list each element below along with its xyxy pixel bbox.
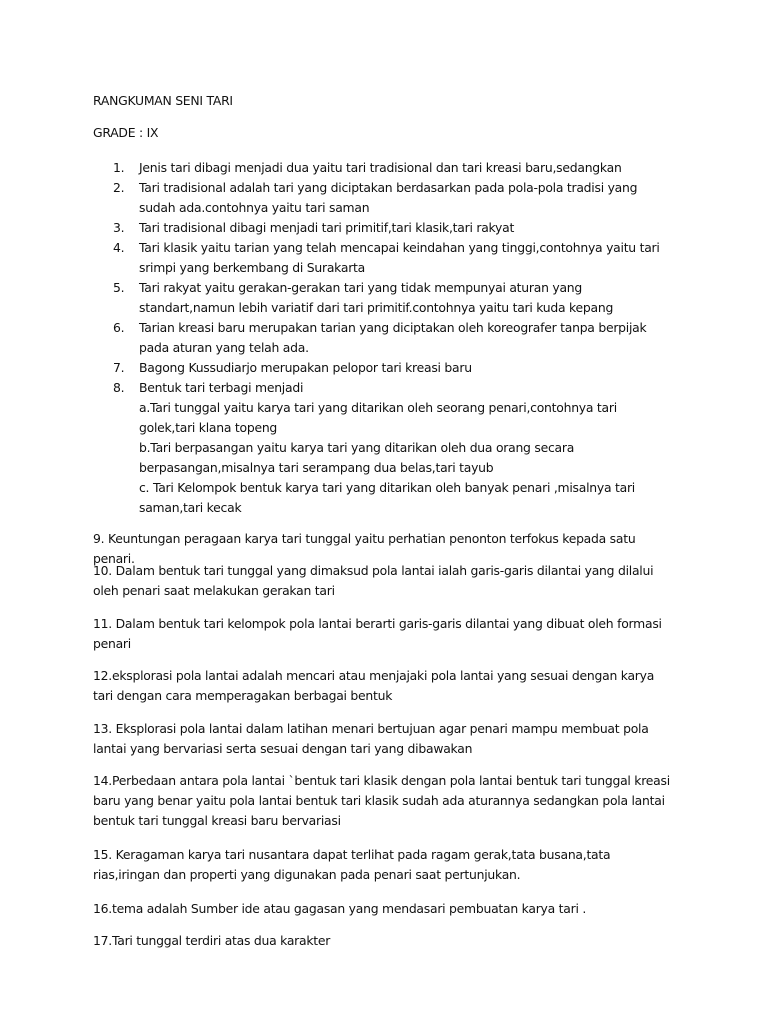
list-item: [0, 218, 669, 238]
list-item-text: Bentuk tari terbagi menjadi: [139, 380, 304, 395]
list-item: [0, 238, 669, 278]
numbered-list: [0, 158, 768, 518]
paragraph-12: 12.eksplorasi pola lantai adalah mencari atau menjajaki pola lantai yang sesuai dengan karya tari dengan cara memperagakan berbagai bentuk: [93, 668, 655, 703]
list-item: [0, 158, 669, 178]
list-item: [0, 178, 669, 218]
sub-item-c: c. Tari Kelompok bentuk karya tari yang ditarikan oleh banyak penari ,misalnya tari saman,tari kecak: [139, 480, 635, 515]
paragraph-13: 13. Eksplorasi pola lantai dalam latihan menari bertujuan agar penari mampu membuat pola lantai yang bervariasi serta sesuai dengan tari yang dibawakan: [93, 721, 649, 756]
list-number: 3.: [113, 220, 125, 235]
list-item-text: Tari tradisional adalah tari yang diciptakan berdasarkan pada pola-pola tradisi yang sudah ada.contohnya yaitu tari saman: [139, 180, 638, 215]
list-number: 1.: [113, 160, 125, 175]
paragraph-14: 14.Perbedaan antara pola lantai `bentuk tari klasik dengan pola lantai bentuk tari tunggal kreasi baru yang benar yaitu pola lantai bentuk tari klasik sudah ada aturannya sedangkan pola lantai bentuk tari tunggal kreasi baru bervariasi: [93, 773, 670, 828]
sub-item-a: a.Tari tunggal yaitu karya tari yang ditarikan oleh seorang penari,contohnya tari golek,tari klana topeng: [139, 400, 617, 435]
paragraph-9: 9. Keuntungan peragaan karya tari tunggal yaitu perhatian penonton terfokus kepada satu penari.: [93, 531, 636, 566]
list-item-text: Tari rakyat yaitu gerakan-gerakan tari yang tidak mempunyai aturan yang standart,namun lebih variatif dari tari primitif.contohnya yaitu tari kuda kepang: [139, 280, 614, 315]
paragraph-10: 10. Dalam bentuk tari tunggal yang dimaksud pola lantai ialah garis-garis dilantai yang dilalui oleh penari saat melakukan gerakan tari: [93, 563, 654, 598]
paragraph-17: 17.Tari tunggal terdiri atas dua karakter: [93, 933, 331, 948]
list-item-text: Jenis tari dibagi menjadi dua yaitu tari tradisional dan tari kreasi baru,sedangkan: [139, 160, 622, 175]
list-item-text: Tari klasik yaitu tarian yang telah mencapai keindahan yang tinggi,contohnya yaitu tari srimpi yang berkembang di Surakarta: [139, 240, 660, 275]
list-item: [0, 278, 669, 318]
paragraph-16: 16.tema adalah Sumber ide atau gagasan yang mendasari pembuatan karya tari .: [93, 901, 587, 916]
list-item-text: Tarian kreasi baru merupakan tarian yang diciptakan oleh koreografer tanpa berpijak pada aturan yang telah ada.: [139, 320, 647, 355]
list-item-text: Tari tradisional dibagi menjadi tari primitif,tari klasik,tari rakyat: [139, 220, 515, 235]
document-title: RANGKUMAN SENI TARI: [93, 93, 233, 108]
list-number: 8.: [113, 380, 125, 395]
paragraph-11: 11. Dalam bentuk tari kelompok pola lantai berarti garis-garis dilantai yang dibuat oleh formasi penari: [93, 616, 662, 651]
list-number: 2.: [113, 180, 125, 195]
list-number: 6.: [113, 320, 125, 335]
paragraph-15: 15. Keragaman karya tari nusantara dapat terlihat pada ragam gerak,tata busana,tata rias,iringan dan properti yang digunakan pada penari saat pertunjukan.: [93, 847, 611, 882]
grade-label: GRADE : IX: [93, 125, 159, 140]
list-number: 7.: [113, 360, 125, 375]
list-item: [0, 358, 669, 378]
list-number: 5.: [113, 280, 125, 295]
sub-item-b: b.Tari berpasangan yaitu karya tari yang ditarikan oleh dua orang secara berpasangan,misalnya tari serampang dua belas,tari tayub: [139, 440, 575, 475]
list-item-text: Bagong Kussudiarjo merupakan pelopor tari kreasi baru: [139, 360, 472, 375]
list-item: [0, 378, 669, 518]
list-number: 4.: [113, 240, 125, 255]
list-item: [0, 318, 669, 358]
